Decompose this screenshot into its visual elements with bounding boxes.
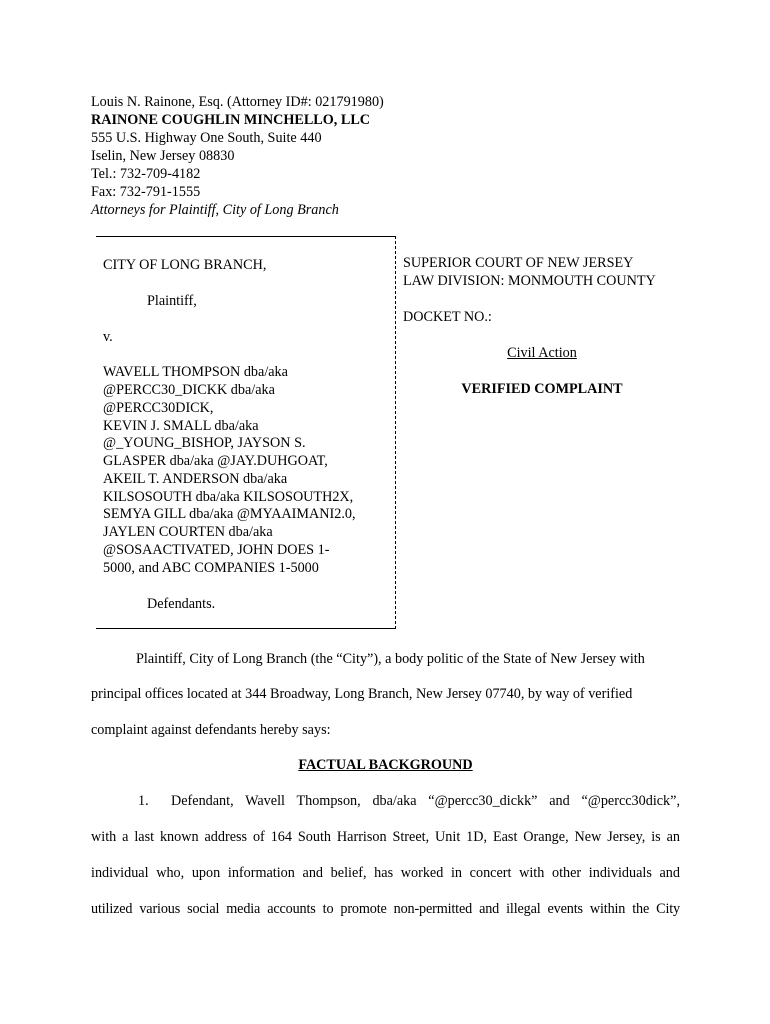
defendant-line: JAYLEN COURTEN dba/aka [103,524,273,540]
firm-fax: Fax: 732-791-1555 [91,184,201,200]
action-type: Civil Action [507,345,577,361]
paragraph-line: with a last known address of 164 South Harrison Street, Unit 1D, East Orange, New Jersey, is an [91,829,680,845]
firm-address-line-2: Iselin, New Jersey 08830 [91,148,235,164]
defendant-line: KILSOSOUTH dba/aka KILSOSOUTH2X, [103,489,354,505]
attorney-name: Louis N. Rainone, Esq. (Attorney ID#: 021791980) [91,94,384,110]
versus: v. [103,329,113,345]
defendant-line: 5000, and ABC COMPANIES 1-5000 [103,560,319,576]
intro-line: principal offices located at 344 Broadway, Long Branch, New Jersey 07740, by way of verified [91,686,633,702]
docket-number: DOCKET NO.: [403,309,492,325]
plaintiff-name: CITY OF LONG BRANCH, [103,257,267,273]
defendant-line: @PERCC30_DICKK dba/aka [103,382,275,398]
firm-address-line-1: 555 U.S. Highway One South, Suite 440 [91,130,322,146]
defendant-line: WAVELL THOMPSON dba/aka [103,364,288,380]
defendant-line: GLASPER dba/aka @JAY.DUHGOAT, [103,453,328,469]
defendants-label: Defendants. [147,596,216,612]
firm-name: RAINONE COUGHLIN MINCHELLO, LLC [91,112,371,128]
paragraph-line: Defendant, Wavell Thompson, dba/aka “@percc30_dickk” and “@percc30dick”, [171,793,680,809]
defendant-line: @PERCC30DICK, [103,400,214,416]
paragraph-line: individual who, upon information and belief, has worked in concert with other individuals and [91,865,680,881]
firm-telephone: Tel.: 732-709-4182 [91,166,201,182]
court-name: SUPERIOR COURT OF NEW JERSEY [403,255,634,271]
document-title: VERIFIED COMPLAINT [461,381,623,397]
paragraph-line: utilized various social media accounts to promote non-permitted and illegal events within the City [91,901,680,917]
defendant-line: AKEIL T. ANDERSON dba/aka [103,471,288,487]
attorneys-for: Attorneys for Plaintiff, City of Long Branch [91,202,339,218]
intro-line: complaint against defendants hereby says: [91,722,331,738]
attorney-header [91,93,384,219]
defendant-line: @SOSAACTIVATED, JOHN DOES 1- [103,542,330,558]
plaintiff-label: Plaintiff, [147,293,197,309]
defendant-line: @_YOUNG_BISHOP, JAYSON S. [103,435,306,451]
case-caption-parties [96,236,396,629]
intro-line: Plaintiff, City of Long Branch (the “City”), a body politic of the State of New Jersey with [136,651,645,667]
case-caption-court [403,254,681,398]
paragraph-number: 1. [138,793,149,809]
court-division: LAW DIVISION: MONMOUTH COUNTY [403,273,656,289]
defendant-line: SEMYA GILL dba/aka @MYAAIMANI2.0, [103,506,356,522]
section-heading: FACTUAL BACKGROUND [298,757,473,773]
defendant-line: KEVIN J. SMALL dba/aka [103,418,259,434]
